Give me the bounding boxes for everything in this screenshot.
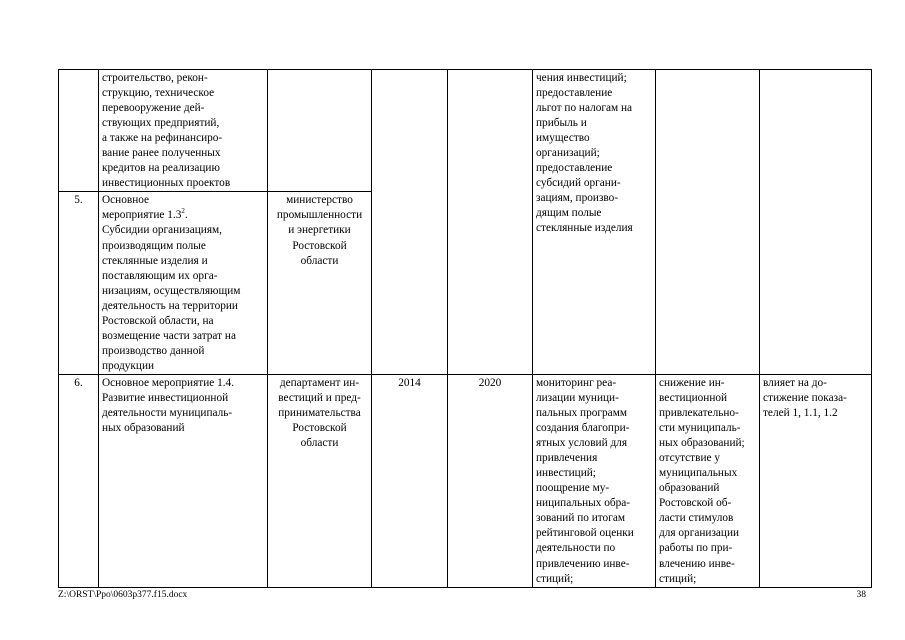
measure-cell <box>99 192 268 375</box>
measure-cell: строительство, рекон- струкцию, техническое перевооружение дей- ствующих предприятий, а также на рефинансиро- вание ранее полученных кредитов на реализацию инвестиционных проектов <box>99 70 268 192</box>
start-year-cell: 2014 <box>372 374 448 587</box>
table-row <box>59 374 872 587</box>
result-cell: мониторинг реа- лизации муници- пальных программ создания благопри- ятных условий для привлечения инвестиций; поощрение му- ниципальных обра- зований по итогам рейтинговой оценки деятельности по привлечению инве- стиций; <box>533 374 656 587</box>
measures-table <box>58 69 872 588</box>
consequence-cell <box>656 70 760 375</box>
executor-cell: департамент ин- вестиций и пред- принимательства Ростовской области <box>268 374 372 587</box>
table-row <box>59 70 872 192</box>
end-year-cell <box>448 70 533 375</box>
consequence-cell: снижение ин- вестиционной привлекательно- сти муниципаль- ных образований; отсутствие у муниципальных образований Ростовской об- ласти стимулов для организации работы по при- влечению инве- стиций; <box>656 374 760 587</box>
measure-description: Субсидии организациям, производящим полые стеклянные изделия и поставляющим их орга- низациям, осуществляющим деятельность на территории Ростовской области, на возмещение части затрат на производство данной продукции <box>102 224 241 372</box>
measure-title: Основное <box>102 194 150 207</box>
row-number-cell: 5. <box>59 192 99 375</box>
indicator-link-cell: влияет на до- стижение показа- телей 1, 1.1, 1.2 <box>760 374 872 587</box>
row-number-cell <box>59 70 99 192</box>
row-number-cell: 6. <box>59 374 99 587</box>
footer-file-path: Z:\ORST\Ppo\0603p377.f15.docx <box>58 590 188 600</box>
footnote-mark: 2 <box>181 207 185 216</box>
measure-subtitle-end: . <box>184 209 188 222</box>
indicator-link-cell <box>760 70 872 375</box>
end-year-cell: 2020 <box>448 374 533 587</box>
result-cell: чения инвестиций; предоставление льгот по налогам на прибыль и имущество организаций; предоставление субсидий органи- зациям, произво- дящим полые стеклянные изделия <box>533 70 656 375</box>
executor-cell <box>268 70 372 192</box>
measure-subtitle: мероприятие 1.3 <box>102 209 182 222</box>
page-number: 38 <box>856 590 866 600</box>
start-year-cell <box>372 70 448 375</box>
measure-cell: Основное мероприятие 1.4. Развитие инвестиционной деятельности муниципаль- ных образований <box>99 374 268 587</box>
executor-cell: министерство промышленности и энергетики Ростовской области <box>268 192 372 375</box>
